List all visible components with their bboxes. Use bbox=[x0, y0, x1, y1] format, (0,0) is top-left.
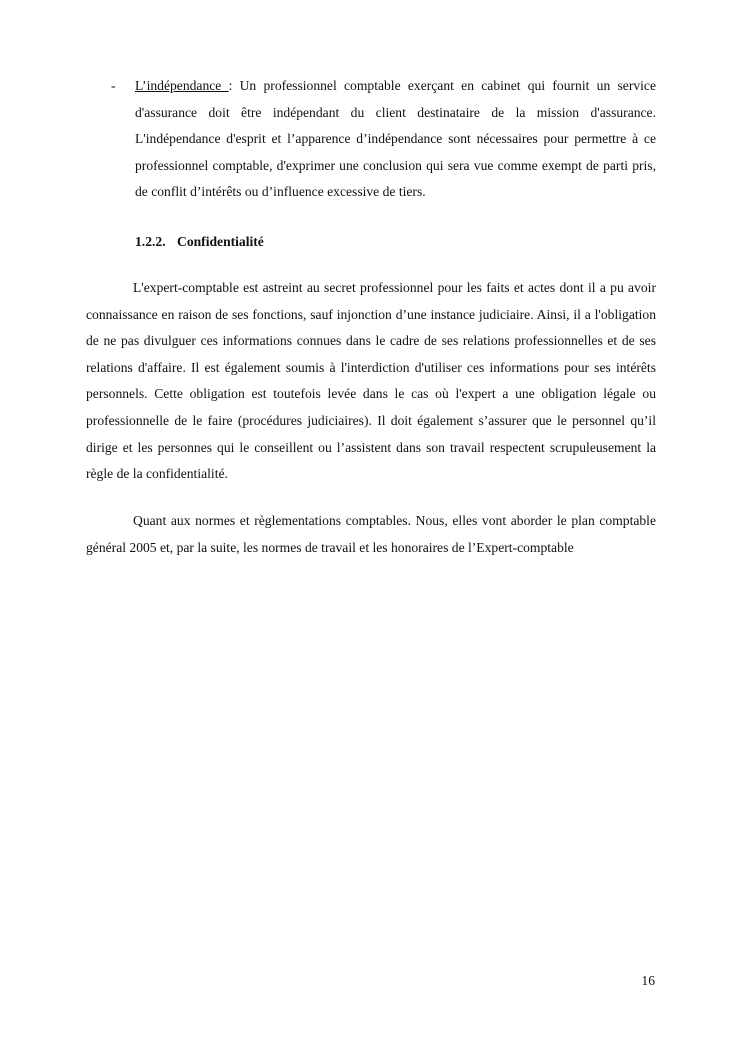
bullet-item-independance bbox=[111, 73, 656, 206]
bullet-text bbox=[135, 73, 656, 206]
section-number: 1.2.2. bbox=[135, 234, 166, 249]
paragraph-confidentialite: L'expert-comptable est astreint au secret professionnel pour les faits et actes dont il a pu avoir connaissance en raison de ses fonctions, sauf injonction d’une instance judiciaire. Ainsi, il a l'obligation de ne pas divulguer ces informations connues dans le cadre de ses relations professionnelles et de ses relations d'affaire. Il est également soumis à l'interdiction d'utiliser ces informations pour ses intérêts personnels. Cette obligation est toutefois levée dans le cas où l'expert a une obligation légale ou professionnelle de le faire (procédures judiciaires). Il doit également s’assurer que le personnel qu’il dirige et les personnes qui le conseillent ou l’assistent dans son travail respectent scrupuleusement la règle de la confidentialité. bbox=[86, 280, 656, 482]
paragraph-normes: Quant aux normes et règlementations comptables. Nous, elles vont aborder le plan comptable général 2005 et, par la suite, les normes de travail et les honoraires de l’Expert-comptable bbox=[86, 513, 656, 555]
section-title: Confidentialité bbox=[177, 234, 264, 249]
bullet-body: : Un professionnel comptable exerçant en cabinet qui fournit un service d'assurance doit être indépendant du client destinataire de la mission d'assurance. L'indépendance d'esprit et l’apparence d’indépendance sont nécessaires pour permettre à ce professionnel comptable, d'exprimer une conclusion qui sera vue comme exempt de parti pris, de conflit d’intérêts ou d’influence excessive de tiers. bbox=[135, 78, 656, 199]
section-heading bbox=[135, 232, 264, 252]
page-number: 16 bbox=[641, 973, 655, 988]
bullet-dash: - bbox=[111, 78, 116, 93]
bullet-term: L’indépendance bbox=[135, 78, 229, 93]
